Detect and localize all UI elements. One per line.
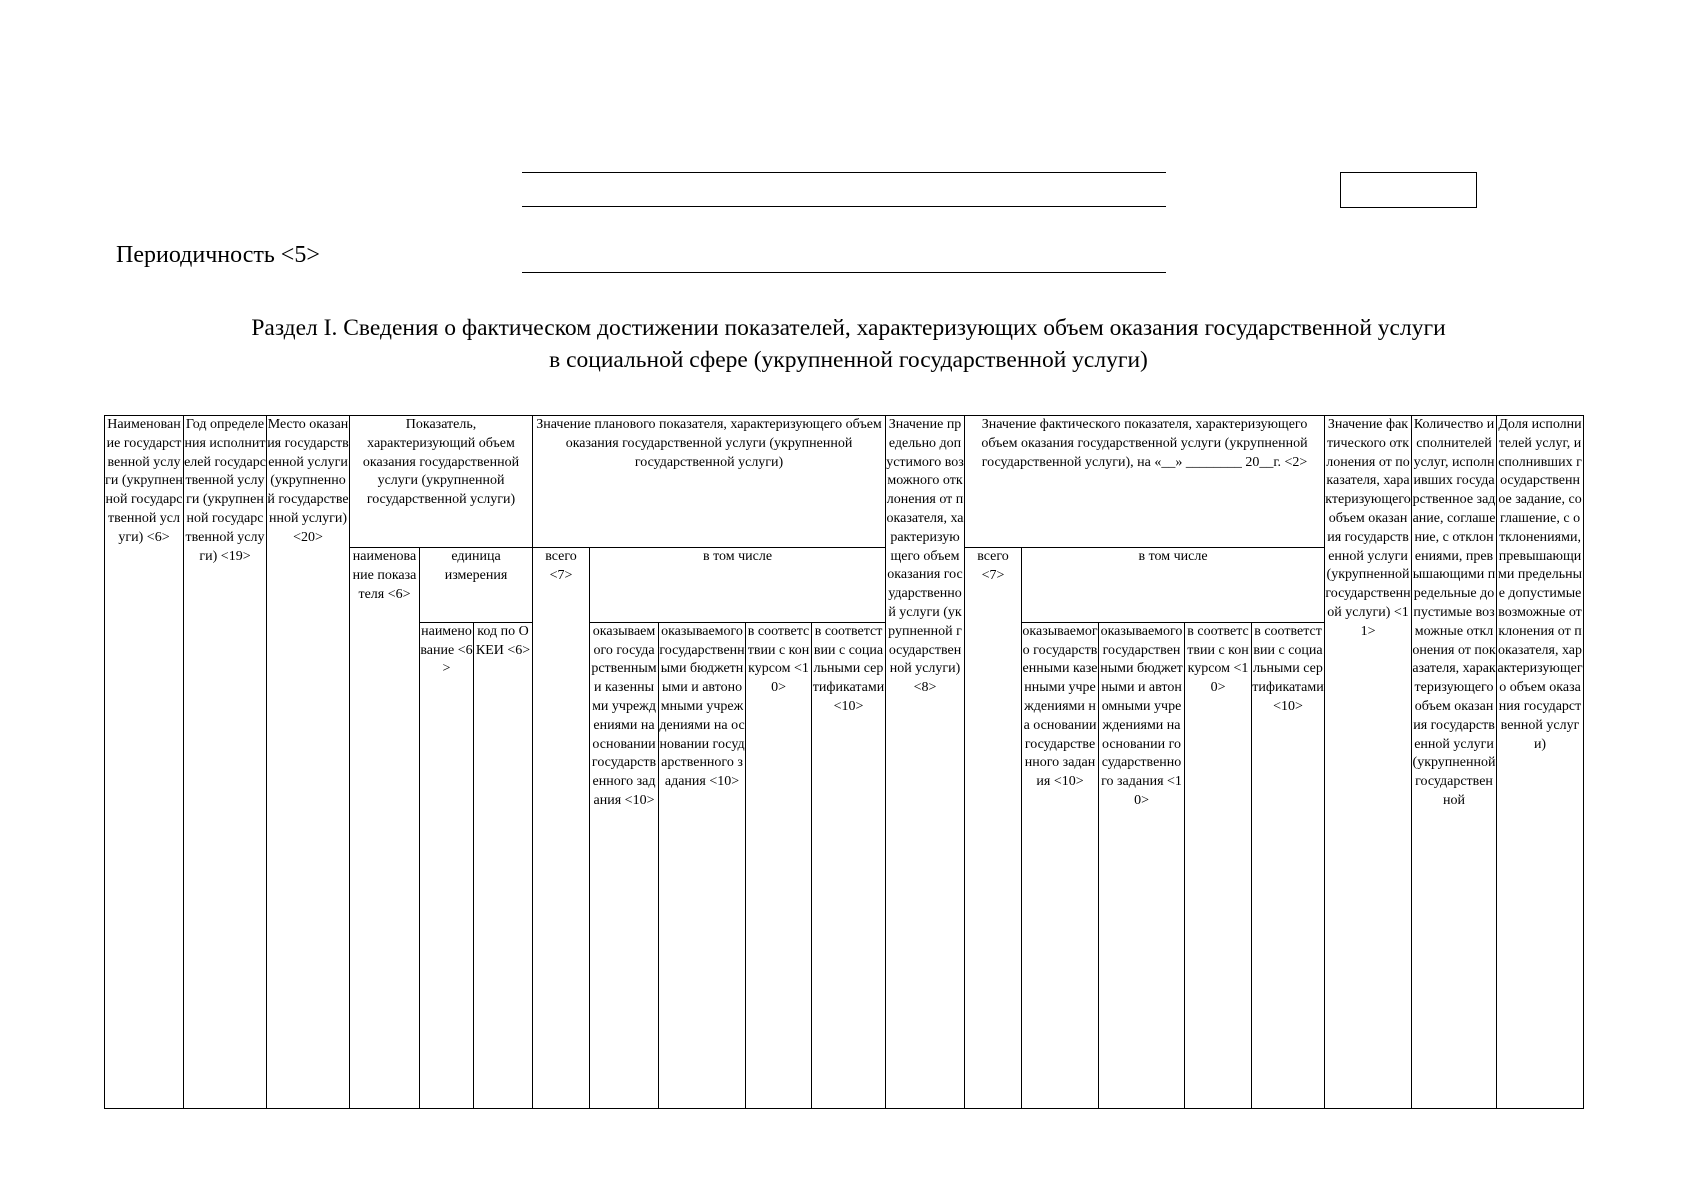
section-title-line1: Раздел I. Сведения о фактическом достижении показателей, характеризующих объем оказания государственной услуги [251,315,1446,341]
section-title-line2: в социальной сфере (укрупненной государственной услуги) [549,347,1148,373]
header-planned-state-institutions: оказываемого государственными казенными учреждениями на основании государственного задания <10> [590,622,659,1108]
header-planned: Значение планового показателя, характеризующего объем оказания государственной услуги (укрупненной государственной услуги) [533,416,886,548]
header-actual-certificates: в соответствии с социальными сертификатами <10> [1252,622,1325,1108]
header-line-middle [522,206,1166,207]
header-actual-deviation: Значение фактического отклонения от показателя, характеризующего объем оказания государственной услуги (укрупненной государственной услуги) <11> [1325,416,1412,1109]
header-actual-competition: в соответствии с конкурсом <10> [1185,622,1252,1108]
header-executors-count: Количество исполнителей услуг, исполнивших государственное задание, соглашение, с отклонениями, превышающими предельные допустимые возможные отклонения от показателя, характеризующего объем оказания государственной услуги (укрупненной государственной [1412,416,1497,1109]
header-okei-code: код по ОКЕИ <6> [474,622,533,1108]
header-indicator-name: наименование показателя <6> [350,548,420,1109]
header-max-deviation: Значение предельно допустимого возможного отклонения от показателя, характеризующего объем оказания государственной услуги (укрупненной государственной услуги) <8> [886,416,965,1109]
periodicity-label: Периодичность <5> [116,242,320,268]
indicators-table [104,415,1584,1109]
header-actual: Значение фактического показателя, характеризующего объем оказания государственной услуги (укрупненной государственной услуги), на «__» ________ 20__г. <2> [965,416,1325,548]
header-executors-share: Доля исполнителей услуг, исполнивших государственное задание, соглашение, с отклонениями, превышающими предельные допустимые возможные отклонения от показателя, характеризующего объем оказания государственной услуги) [1497,416,1584,1109]
header-planned-competition: в соответствии с конкурсом <10> [746,622,812,1108]
header-place: Место оказания государственной услуги (укрупненной государственной услуги) <20> [267,416,350,1109]
header-unit-name: наименование <6> [420,622,474,1108]
header-unit: единица измерения [420,548,533,623]
header-indicator: Показатель, характеризующий объем оказания государственной услуги (укрупненной государственной услуги) [350,416,533,548]
periodicity-line [522,272,1166,273]
header-planned-budget-institutions: оказываемого государственными бюджетными и автономными учреждениями на основании государственного задания <10> [659,622,746,1108]
header-actual-total: всего <7> [965,548,1022,1109]
header-planned-certificates: в соответствии с социальными сертификатами <10> [812,622,886,1108]
header-actual-including: в том числе [1022,548,1325,623]
header-service-name: Наименование государственной услуги (укрупненной государственной услуги) <6> [105,416,184,1109]
header-actual-state-institutions: оказываемого государственными казенными учреждениями на основании государственного задания <10> [1022,622,1099,1108]
code-box [1340,172,1477,208]
header-actual-budget-institutions: оказываемого государственными бюджетными и автономными учреждениями на основании государственного задания <10> [1099,622,1185,1108]
header-line-top [522,172,1166,173]
header-planned-total: всего <7> [533,548,590,1109]
header-planned-including: в том числе [590,548,886,623]
header-year-determination: Год определения исполнителей государственной услуги (укрупненной государственной услуги) <19> [184,416,267,1109]
section-title [100,312,1597,376]
